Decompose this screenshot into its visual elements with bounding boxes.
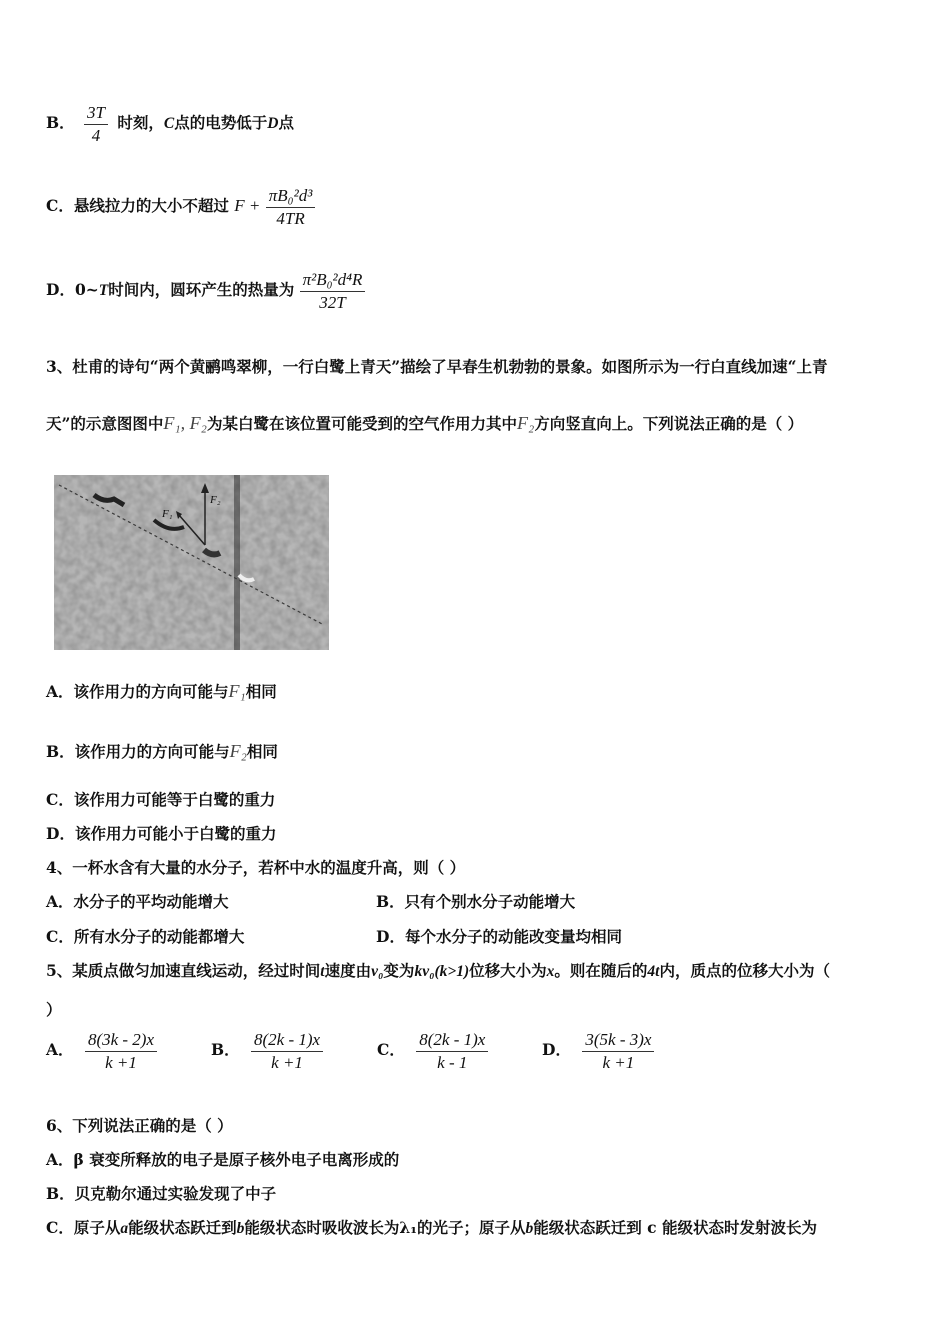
option-text: A．该作用力的方向可能与 [46, 682, 229, 701]
fraction-denominator: k +1 [105, 1052, 137, 1072]
force-symbol: F₂ [229, 741, 247, 761]
force-symbols: F₁, F₂ [163, 413, 207, 433]
q6-stem: 6、下列说法正确的是（ ） [46, 1116, 233, 1135]
option-text: 悬线拉力的大小不超过 [73, 196, 229, 216]
q5-option-b [211, 1030, 323, 1072]
fraction-denominator: 32T [319, 292, 346, 312]
option-text: 时刻， [117, 113, 164, 133]
fraction-denominator: 4 [91, 125, 101, 145]
q3-option-c: C．该作用力可能等于白鹭的重力 [46, 790, 276, 809]
q3-option-b [46, 740, 278, 762]
fraction [84, 103, 108, 145]
fraction-denominator: k - 1 [437, 1052, 468, 1072]
math-v0: v₀ [371, 963, 384, 980]
force-symbol: F₁ [228, 681, 246, 701]
q5-option-a [46, 1030, 157, 1072]
q5-option-d [542, 1030, 654, 1072]
option-text: 0~ [74, 280, 99, 300]
q4-option-a: A．水分子的平均动能增大 [46, 892, 229, 911]
option-text: 时间内，圆环产生的热量为 [108, 280, 295, 300]
q2-option-b [46, 103, 294, 145]
q5-option-c [377, 1030, 488, 1072]
math-t: T [98, 282, 109, 300]
fraction-numerator: π²B₀²d⁴R [300, 270, 366, 292]
q2-option-d [46, 270, 365, 312]
q2-option-c [46, 186, 315, 228]
q3-stem-line1: 3、杜甫的诗句“两个黄鹂鸣翠柳，一行白鹭上青天”描绘了早春生机勃勃的景象。如图所示为一行白直线加速“上青 [46, 357, 828, 376]
q6-option-b: B．贝克勒尔通过实验发现了中子 [46, 1184, 277, 1203]
stem-text: 天”的示意图图中 [46, 414, 164, 433]
egret-photo [54, 475, 329, 650]
photo-label-f1: F₁ [162, 508, 173, 520]
math-b: b [525, 1220, 534, 1237]
option-text: 相同 [245, 682, 277, 701]
fraction [85, 1030, 157, 1072]
option-text: 点的电势低于 [174, 113, 268, 133]
math-b: b [236, 1220, 245, 1237]
fraction-denominator: k +1 [271, 1052, 303, 1072]
math-kv0: kv₀(k>1) [414, 963, 470, 980]
q4-stem: 4、一杯水含有大量的水分子，若杯中水的温度升高，则（ ） [46, 858, 466, 877]
stem-text: 变为 [383, 961, 415, 980]
math-expr: F + [234, 196, 261, 216]
stem-text: 为某白鹭在该位置可能受到的空气作用力其中 [206, 414, 517, 433]
q6-option-c [46, 1216, 817, 1238]
q3-stem-line2 [46, 412, 803, 434]
math-4t: 4t [647, 963, 660, 980]
fraction [266, 186, 316, 228]
option-text: C．原子从 [46, 1218, 121, 1237]
force-symbol: F₂ [516, 413, 535, 433]
fraction-denominator: k +1 [602, 1052, 635, 1072]
fraction-numerator: 8(2k - 1)x [416, 1030, 488, 1052]
fraction-numerator: 3(5k - 3)x [582, 1030, 654, 1052]
option-label: C． [377, 1040, 405, 1060]
math-t: t [320, 963, 325, 980]
point-c: C [163, 115, 175, 133]
fraction [416, 1030, 488, 1072]
q3-option-d: D．该作用力可能小于白鹭的重力 [46, 824, 277, 843]
q4-option-b: B．只有个别水分子动能增大 [376, 892, 576, 911]
fraction-denominator: 4TR [276, 208, 305, 228]
math-a: a [120, 1220, 129, 1237]
fraction [300, 270, 366, 312]
q4-option-d: D．每个水分子的动能改变量均相同 [376, 927, 622, 946]
photo-label-f2: F₂ [210, 494, 221, 506]
option-label: D． [46, 280, 75, 300]
stem-text: 位移大小为 [469, 961, 547, 980]
option-label: D． [542, 1040, 571, 1060]
option-text: 点 [278, 113, 294, 133]
point-d: D [267, 115, 279, 133]
q5-stem [46, 959, 830, 981]
fraction-numerator: πB₀²d³ [266, 186, 316, 208]
option-text: B．该作用力的方向可能与 [46, 742, 230, 761]
stem-text: 内，质点的位移大小为（ [659, 961, 830, 980]
fraction-numerator: 8(3k - 2)x [85, 1030, 157, 1052]
q5-stem-line2: ） [46, 1000, 62, 1019]
stem-text: 方向竖直向上。下列说法正确的是（ ） [534, 414, 804, 433]
option-label: C． [46, 196, 74, 216]
option-text: 能级状态时吸收波长为λ₁的光子；原子从 [244, 1218, 526, 1237]
math-x: x [546, 963, 555, 980]
option-text: 能级状态跃迁到 c 能级状态时发射波长为 [533, 1218, 818, 1237]
fraction [251, 1030, 323, 1072]
q6-option-a: A．β 衰变所释放的电子是原子核外电子电离形成的 [46, 1150, 400, 1169]
option-text: 能级状态跃迁到 [128, 1218, 237, 1237]
option-text: 相同 [246, 742, 278, 761]
stem-text: 速度由 [324, 961, 372, 980]
fraction-numerator: 8(2k - 1)x [251, 1030, 323, 1052]
fraction-numerator: 3T [84, 103, 108, 125]
q3-option-a [46, 680, 277, 702]
option-label: A． [46, 1040, 74, 1060]
option-label: B． [46, 113, 75, 133]
option-label: B． [211, 1040, 240, 1060]
q4-option-c: C．所有水分子的动能都增大 [46, 927, 245, 946]
stem-text: 5、某质点做匀加速直线运动，经过时间 [46, 961, 321, 980]
stem-text: 。则在随后的 [554, 961, 648, 980]
fraction [582, 1030, 654, 1072]
